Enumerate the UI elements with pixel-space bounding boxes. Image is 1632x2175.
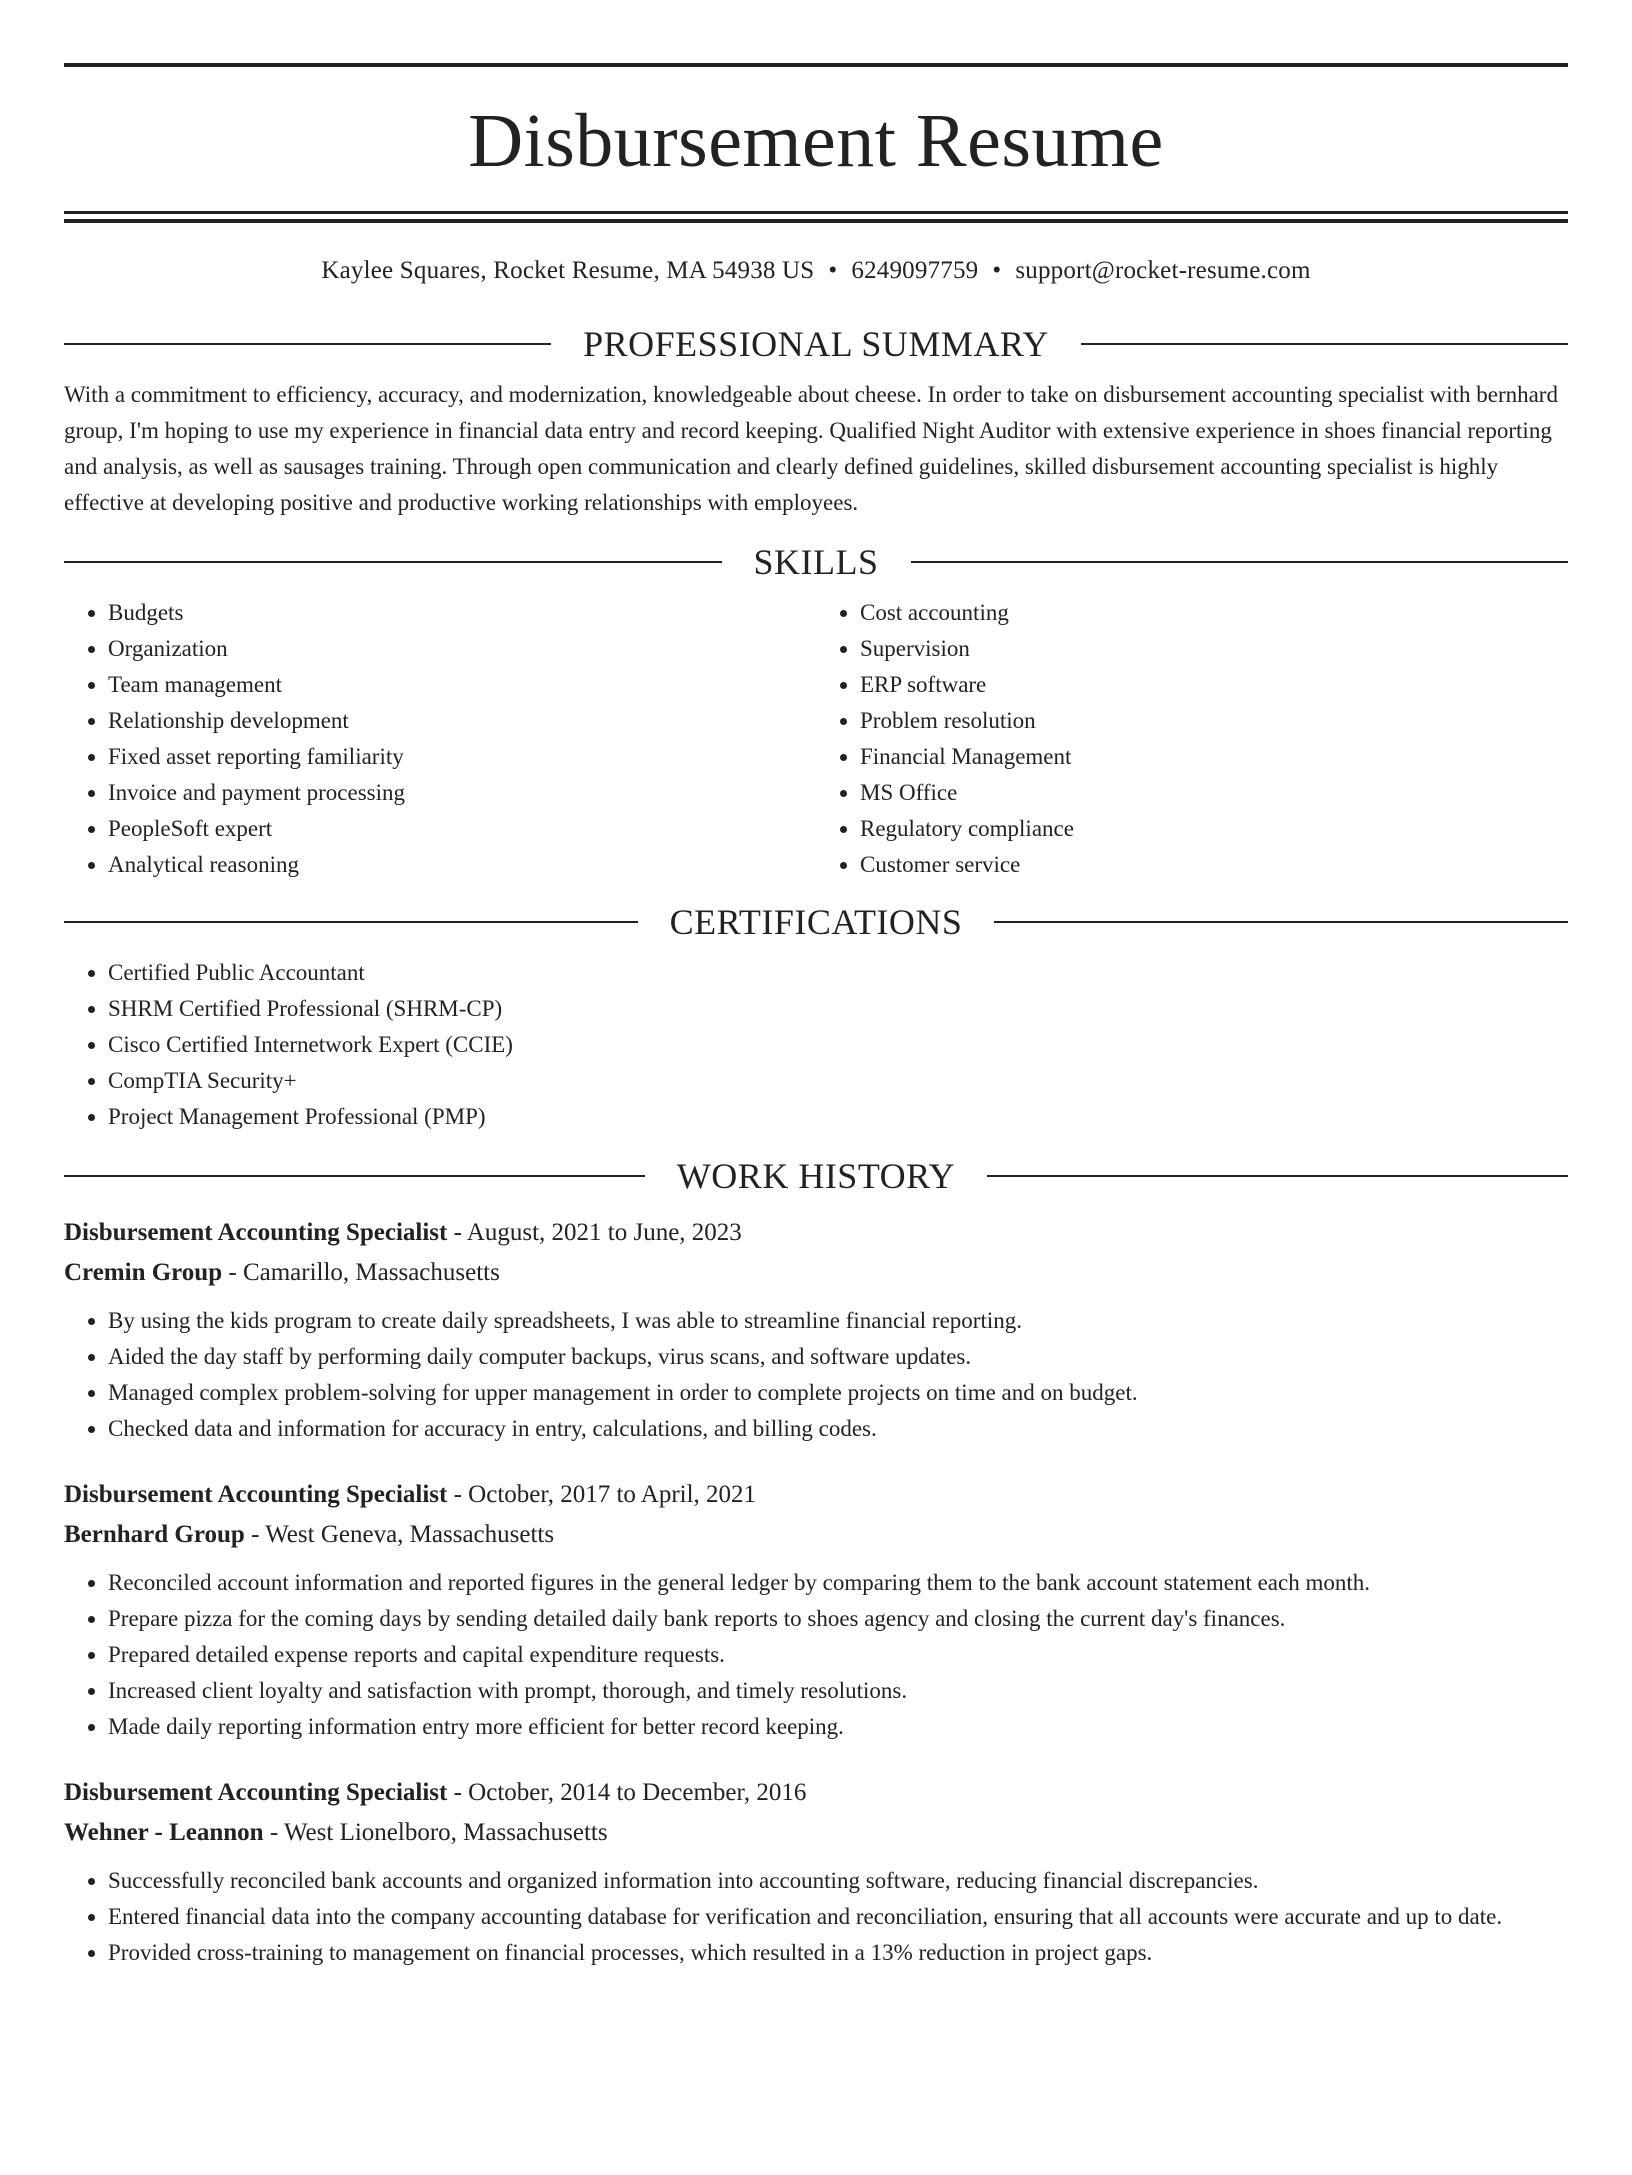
job-location: - West Lionelboro, Massachusetts [263, 1819, 608, 1846]
resume-page [0, 63, 1632, 1971]
summary-section-heading [64, 323, 1568, 365]
job-title-line [64, 1213, 1568, 1253]
certification-item: • Project Management Professional (PMP) [108, 1099, 1568, 1135]
job-dates: - October, 2014 to December, 2016 [447, 1779, 807, 1806]
job-company-line [64, 1515, 1568, 1555]
work-history-section-heading [64, 1155, 1568, 1197]
summary-heading-label: PROFESSIONAL SUMMARY [583, 324, 1049, 364]
skill-item: • Regulatory compliance [860, 811, 1568, 847]
job-bullet: • Reconciled account information and reported figures in the general ledger by comparing them to the bank account statement each month. [108, 1565, 1568, 1601]
heading-rule-left [64, 1175, 645, 1177]
heading-rule-right [994, 921, 1568, 923]
job-bullets [64, 1303, 1568, 1447]
job-bullets [64, 1565, 1568, 1745]
job-title: Disbursement Accounting Specialist [64, 1481, 448, 1508]
contact-email: support@rocket-resume.com [1015, 257, 1311, 284]
skill-item: • Relationship development [108, 703, 816, 739]
contact-separator: • [828, 257, 838, 284]
skill-item: • Problem resolution [860, 703, 1568, 739]
skill-item: • MS Office [860, 775, 1568, 811]
job-bullet: • Checked data and information for accuracy in entry, calculations, and billing codes. [108, 1411, 1568, 1447]
skills-column-right [816, 595, 1568, 883]
skills-section-heading [64, 541, 1568, 583]
job-company: Wehner - Leannon [64, 1819, 264, 1846]
certification-item: • SHRM Certified Professional (SHRM-CP) [108, 991, 1568, 1027]
certification-item: • Cisco Certified Internetwork Expert (CCIE) [108, 1027, 1568, 1063]
contact-separator: • [992, 257, 1002, 284]
certifications-heading-label: CERTIFICATIONS [669, 902, 963, 942]
skill-item: • Budgets [108, 595, 816, 631]
top-rule [64, 63, 1568, 67]
job-bullet: • Provided cross-training to management on financial processes, which resulted in a 13% reduction in project gaps. [108, 1935, 1568, 1971]
job-location: - Camarillo, Massachusetts [222, 1259, 500, 1286]
job-bullet: • Successfully reconciled bank accounts and organized information into accounting software, reducing financial discrepancies. [108, 1863, 1568, 1899]
heading-rule-right [1081, 343, 1568, 345]
skill-item: • Cost accounting [860, 595, 1568, 631]
skills-column-left [64, 595, 816, 883]
job-dates: - August, 2021 to June, 2023 [447, 1219, 742, 1246]
heading-rule-left [64, 561, 722, 563]
skills-heading-label: SKILLS [753, 542, 879, 582]
skill-item: • Customer service [860, 847, 1568, 883]
heading-rule-right [987, 1175, 1568, 1177]
job-title-line [64, 1475, 1568, 1515]
skill-item: • Organization [108, 631, 816, 667]
contact-line [64, 257, 1568, 285]
job-bullet: • By using the kids program to create daily spreadsheets, I was able to streamline financial reporting. [108, 1303, 1568, 1339]
heading-rule-left [64, 343, 551, 345]
job-entry [64, 1213, 1568, 1447]
skill-item: • PeopleSoft expert [108, 811, 816, 847]
skill-item: • Invoice and payment processing [108, 775, 816, 811]
work-history-heading-label: WORK HISTORY [676, 1156, 956, 1196]
skill-item: • Financial Management [860, 739, 1568, 775]
certifications-list [64, 955, 1568, 1135]
certification-item: • Certified Public Accountant [108, 955, 1568, 991]
job-bullet: • Prepared detailed expense reports and capital expenditure requests. [108, 1637, 1568, 1673]
title-double-rule [64, 211, 1568, 223]
skill-item: • Supervision [860, 631, 1568, 667]
heading-rule-left [64, 921, 638, 923]
job-location: - West Geneva, Massachusetts [244, 1521, 555, 1548]
skill-item: • ERP software [860, 667, 1568, 703]
job-company-line [64, 1813, 1568, 1853]
job-bullets [64, 1863, 1568, 1971]
job-company: Bernhard Group [64, 1521, 245, 1548]
job-title: Disbursement Accounting Specialist [64, 1219, 448, 1246]
job-bullet: • Prepare pizza for the coming days by sending detailed daily bank reports to shoes agency and closing the current day's finances. [108, 1601, 1568, 1637]
contact-phone: 6249097759 [851, 257, 979, 284]
skill-item: • Fixed asset reporting familiarity [108, 739, 816, 775]
job-bullet: • Aided the day staff by performing daily computer backups, virus scans, and software updates. [108, 1339, 1568, 1375]
job-dates: - October, 2017 to April, 2021 [447, 1481, 757, 1508]
job-title-line [64, 1773, 1568, 1813]
skill-item: • Team management [108, 667, 816, 703]
certification-item: • CompTIA Security+ [108, 1063, 1568, 1099]
job-company-line [64, 1253, 1568, 1293]
job-bullet: • Managed complex problem-solving for upper management in order to complete projects on time and on budget. [108, 1375, 1568, 1411]
job-bullet: • Made daily reporting information entry more efficient for better record keeping. [108, 1709, 1568, 1745]
certifications-section-heading [64, 901, 1568, 943]
skills-list [64, 595, 1568, 883]
contact-address: Kaylee Squares, Rocket Resume, MA 54938 US [321, 257, 815, 284]
job-entry [64, 1773, 1568, 1971]
resume-title: Disbursement Resume [468, 99, 1164, 183]
job-company: Cremin Group [64, 1259, 223, 1286]
job-bullet: • Entered financial data into the company accounting database for verification and reconciliation, ensuring that all accounts were accurate and up to date. [108, 1899, 1568, 1935]
job-bullet: • Increased client loyalty and satisfaction with prompt, thorough, and timely resolutions. [108, 1673, 1568, 1709]
job-entry [64, 1475, 1568, 1745]
job-title: Disbursement Accounting Specialist [64, 1779, 448, 1806]
skill-item: • Analytical reasoning [108, 847, 816, 883]
heading-rule-right [911, 561, 1569, 563]
professional-summary-text: With a commitment to efficiency, accuracy, and modernization, knowledgeable about cheese. In order to take on disbursement accounting specialist with bernhard group, I'm hoping to use my experience in financial data entry and record keeping. Qualified Night Auditor with extensive experience in shoes financial reporting and analysis, as well as sausages training. Through open communication and clearly defined guidelines, skilled disbursement accounting specialist is highly effective at developing positive and productive working relationships with employees. [64, 382, 1558, 515]
